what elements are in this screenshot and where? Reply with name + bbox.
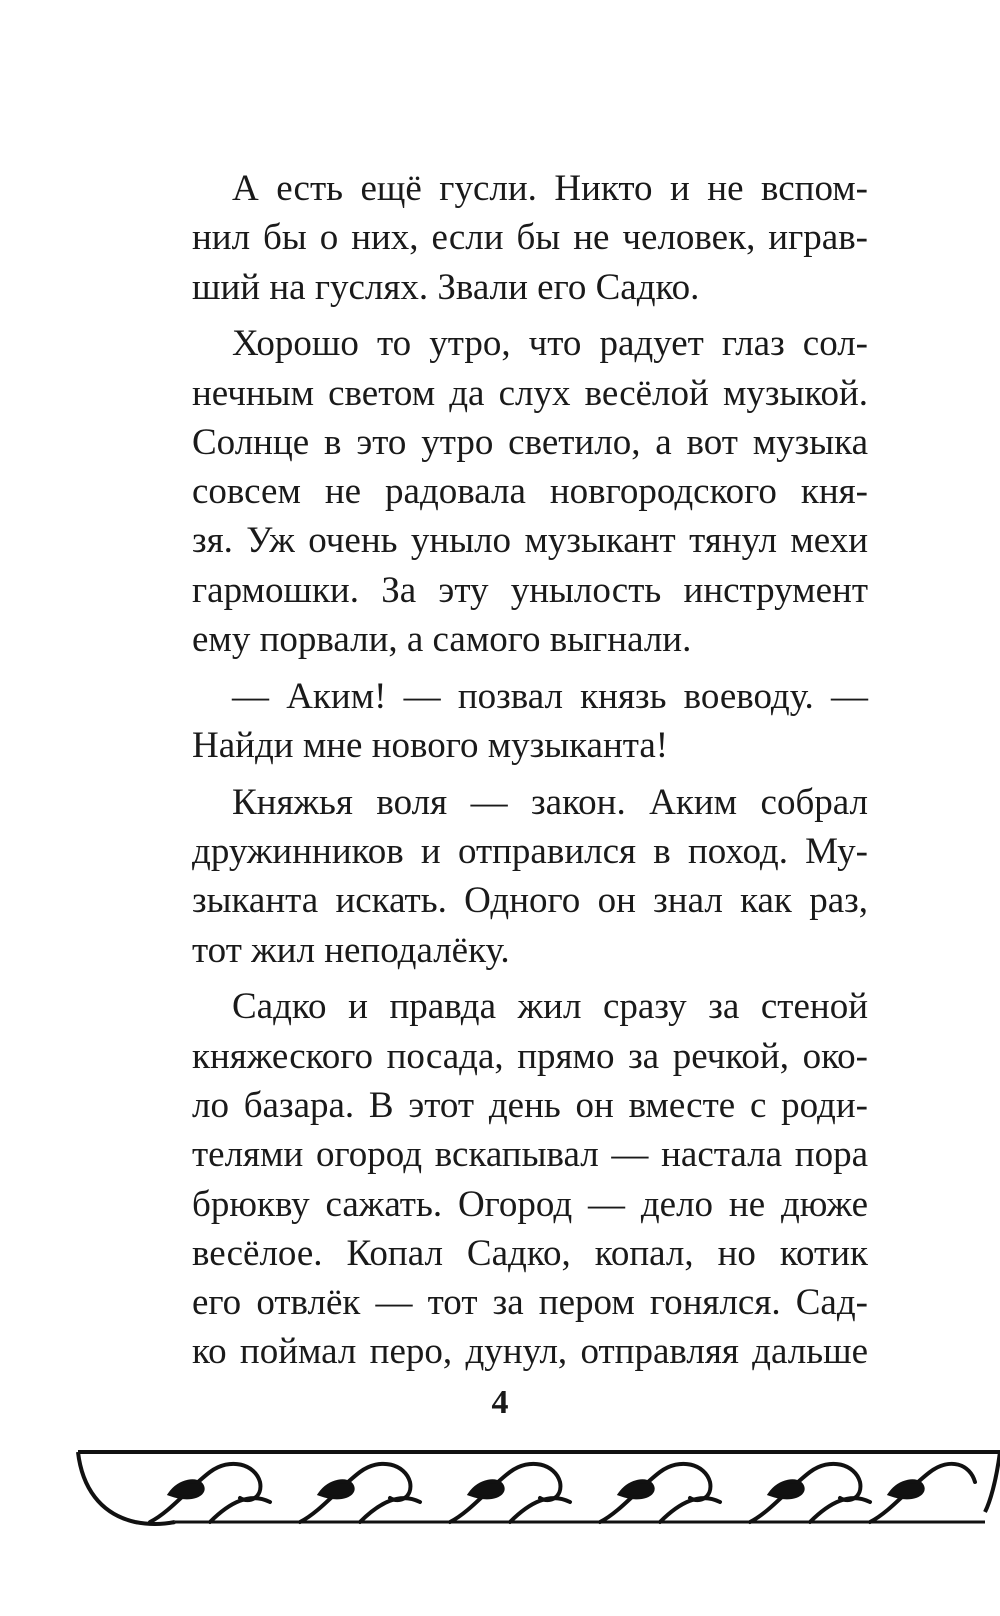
paragraph [192,164,868,312]
text-line: Княжья воля — закон. Аким собрал [232,781,868,823]
text-line: Садко и правда жил сразу за стеной [232,986,868,1028]
text-line: ко поймал перо, дунул, отправляя дальше [192,1331,868,1373]
scroll-unit [300,1464,420,1522]
text-line: его отвлёк — тот за пером гонялся. Сад- [192,1282,868,1324]
scroll-unit [600,1464,720,1522]
text-line: совсем не радовала новгородского кня- [192,471,868,513]
text-line: тот жил неподалёку. [192,929,510,971]
text-line: зя. Уж очень уныло музыкант тянул мехи [192,520,868,562]
text-line: дружинников и отправился в поход. Му- [192,831,868,873]
text-line: зыканта искать. Одного он знал как раз, [192,880,868,922]
text-line: ло базара. В этот день он вместе с роди- [192,1084,868,1126]
paragraph [192,982,868,1376]
ornament-border-icon [0,1442,1000,1532]
text-line: А есть ещё гусли. Никто и не вспом- [232,168,868,209]
paragraph [192,672,868,771]
scroll-unit [750,1464,870,1522]
text-line: Найди мне нового музыканта! [192,725,669,767]
text-line: брюкву сажать. Огород — дело не дюже [192,1183,868,1225]
text-line: княжеского посада, прямо за речкой, око- [192,1035,868,1077]
text-line: ему порвали, а самого выгнали. [192,619,692,661]
paragraph [192,778,868,975]
scroll-unit [450,1464,570,1522]
paragraph [192,319,868,664]
page-number: 4 [491,1384,509,1421]
text-line: телями огород вскапывал — настала пора [192,1134,868,1176]
text-line: нечным светом да слух весёлой музыкой. [192,372,868,414]
text-line: — Аким! — позвал князь воеводу. — [232,675,868,717]
scroll-unit [870,1464,975,1522]
text-line: нил бы о них, если бы не человек, играв- [192,217,868,259]
body-text [192,164,868,1384]
text-line: гармошки. За эту унылость инструмент [192,569,868,611]
text-line: ший на гуслях. Звали его Садко. [192,266,700,308]
text-line: Солнце в это утро светило, а вот музыка [192,421,868,463]
scroll-unit [150,1464,270,1522]
text-line: весёлое. Копал Садко, копал, но котик [192,1232,868,1274]
text-line: Хорошо то утро, что радует глаз сол- [232,323,868,365]
